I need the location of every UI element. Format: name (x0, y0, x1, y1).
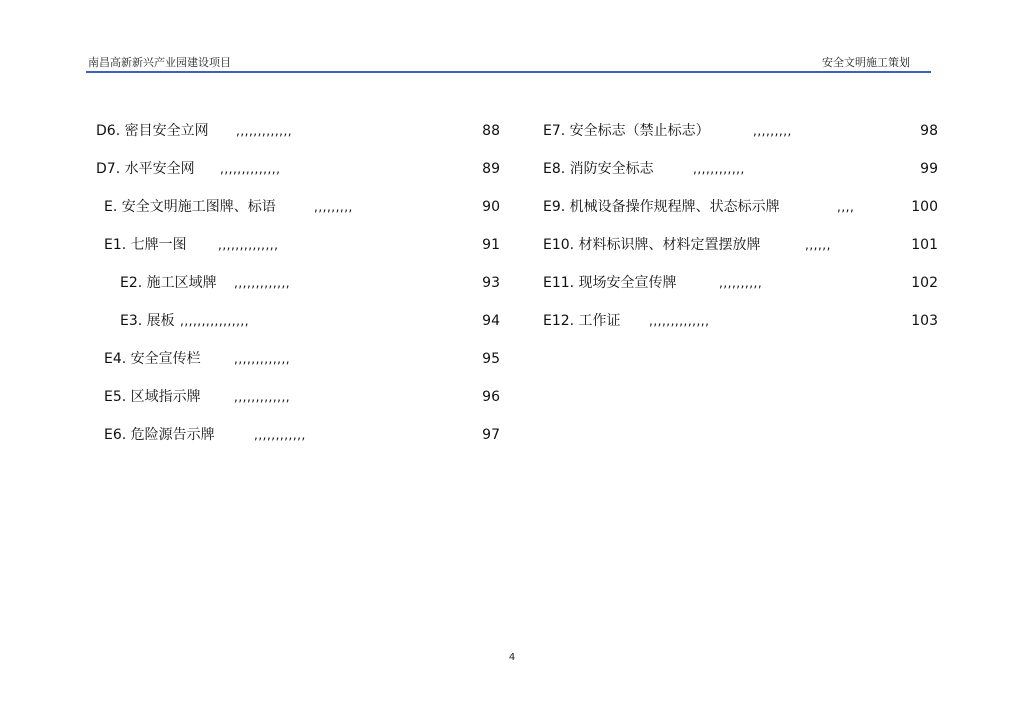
toc-entry (543, 311, 938, 331)
toc-entry-label: E7. 安全标志（禁止标志） (543, 123, 710, 139)
toc-entry-label: E. 安全文明施工图牌、标语 (104, 199, 276, 215)
toc-entry-leader: ,,,,,,,,,,,,, (234, 276, 291, 290)
page-number: 4 (508, 652, 516, 663)
toc-entry (104, 197, 500, 217)
toc-entry-leader: ,,,,,,,,,,,,, (236, 124, 293, 138)
toc-entry (96, 159, 500, 179)
toc-entry-page: 90 (482, 199, 500, 215)
toc-entry-leader: ,,,,,,,,,,,,,, (220, 162, 281, 176)
toc-entry-leader: ,,,,,,,,, (753, 124, 792, 138)
toc-entry (543, 121, 938, 141)
toc-entry (120, 273, 500, 293)
toc-entry-page: 96 (482, 389, 500, 405)
toc-entry-leader: ,,,,,, (805, 238, 831, 252)
toc-entry (104, 235, 500, 255)
toc-entry-leader: ,,,,,,,,,,,,, (234, 390, 291, 404)
toc-entry-page: 88 (482, 123, 500, 139)
toc-entry-label: E6. 危险源告示牌 (104, 427, 215, 443)
toc-entry-label: E1. 七牌一图 (104, 237, 187, 253)
toc-entry-leader: ,,,, (837, 200, 855, 214)
toc-entry (104, 387, 500, 407)
toc-entry (104, 349, 500, 369)
toc-entry-label: E8. 消防安全标志 (543, 161, 654, 177)
toc-entry-page: 100 (911, 199, 938, 215)
header-divider (86, 71, 931, 73)
toc-entry-label: E12. 工作证 (543, 313, 621, 329)
toc-entry-leader: ,,,,,,,,, (314, 200, 353, 214)
toc-entry (543, 273, 938, 293)
toc-entry-label: E3. 展板 (120, 313, 175, 329)
toc-entry (96, 121, 500, 141)
toc-entry-leader: ,,,,,,,,,,,,,, (649, 314, 710, 328)
toc-entry-label: E4. 安全宣传栏 (104, 351, 201, 367)
toc-entry-label: E5. 区域指示牌 (104, 389, 201, 405)
toc-entry (543, 235, 938, 255)
toc-entry-leader: ,,,,,,,,,,,, (693, 162, 745, 176)
toc-entry-page: 99 (920, 161, 938, 177)
toc-entry-label: D6. 密目安全立网 (96, 123, 209, 139)
toc-entry-leader: ,,,,,,,,,,,,, (234, 352, 291, 366)
toc-entry-page: 94 (482, 313, 500, 329)
toc-entry-page: 95 (482, 351, 500, 367)
toc-entry (543, 197, 938, 217)
toc-entry-label: E2. 施工区域牌 (120, 275, 217, 291)
toc-entry (120, 311, 500, 331)
toc-entry-label: E10. 材料标识牌、材料定置摆放牌 (543, 237, 761, 253)
header-project-name: 南昌高新新兴产业园建设项目 (88, 56, 231, 69)
toc-entry-leader: ,,,,,,,,,,,,,,,, (180, 314, 250, 328)
toc-entry-page: 93 (482, 275, 500, 291)
toc-entry-page: 89 (482, 161, 500, 177)
toc-entry-leader: ,,,,,,,,,,,,,, (218, 238, 279, 252)
toc-entry-page: 103 (911, 313, 938, 329)
toc-entry-label: E9. 机械设备操作规程牌、状态标示牌 (543, 199, 780, 215)
header-document-title: 安全文明施工策划 (822, 56, 910, 69)
toc-entry-label: D7. 水平安全网 (96, 161, 195, 177)
toc-entry-page: 91 (482, 237, 500, 253)
toc-entry-page: 102 (911, 275, 938, 291)
toc-entry (543, 159, 938, 179)
toc-entry-page: 101 (911, 237, 938, 253)
toc-entry-leader: ,,,,,,,,,, (719, 276, 763, 290)
toc-entry-page: 98 (920, 123, 938, 139)
toc-entry-label: E11. 现场安全宣传牌 (543, 275, 677, 291)
toc-entry-leader: ,,,,,,,,,,,, (254, 428, 306, 442)
toc-entry-page: 97 (482, 427, 500, 443)
toc-entry (104, 425, 500, 445)
